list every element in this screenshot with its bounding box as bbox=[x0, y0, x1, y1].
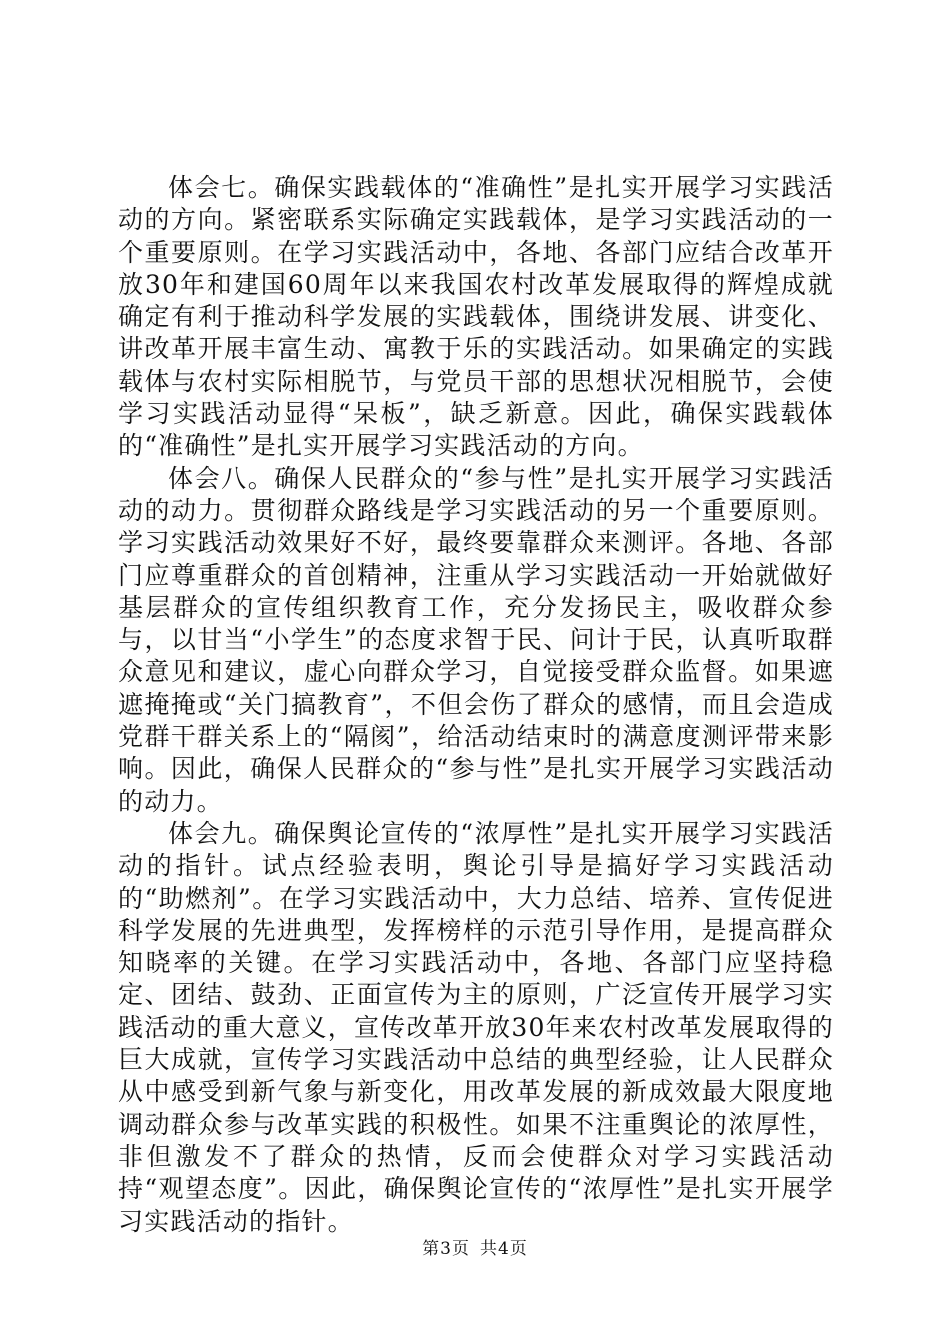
paragraph-experience-7: 体会七。确保实践载体的“准确性”是扎实开展学习实践活动的方向。紧密联系实际确定实践载体，是学习实践活动的一个重要原则。在学习实践活动中，各地、各部门应结合改革开放30年和建国60周年以来我国农村改革发展取得的辉煌成就确定有利于推动科学发展的实践载体，围绕讲发展、讲变化、讲改革开展丰富生动、寓教于乐的实践活动。如果确定的实践载体与农村实际相脱节，与党员干部的思想状况相脱节，会使学习实践活动显得“呆板”，缺乏新意。因此，确保实践载体的“准确性”是扎实开展学习实践活动的方向。 bbox=[118, 173, 834, 461]
paragraph-experience-8: 体会八。确保人民群众的“参与性”是扎实开展学习实践活动的动力。贯彻群众路线是学习实践活动的另一个重要原则。学习实践活动效果好不好，最终要靠群众来测评。各地、各部门应尊重群众的首创精神，注重从学习实践活动一开始就做好基层群众的宣传组织教育工作，充分发扬民主，吸收群众参与，以甘当“小学生”的态度求智于民、问计于民，认真听取群众意见和建议，虚心向群众学习，自觉接受群众监督。如果遮遮掩掩或“关门搞教育”，不但会伤了群众的感情，而且会造成党群干群关系上的“隔阂”，给活动结束时的满意度测评带来影响。因此，确保人民群众的“参与性”是扎实开展学习实践活动的动力。 bbox=[118, 463, 834, 816]
document-body bbox=[118, 172, 834, 1238]
total-pages: 共4页 bbox=[480, 1239, 528, 1259]
paragraph-experience-9: 体会九。确保舆论宣传的“浓厚性”是扎实开展学习实践活动的指针。试点经验表明，舆论引导是搞好学习实践活动的“助燃剂”。在学习实践活动中，大力总结、培养、宣传促进科学发展的先进典型，发挥榜样的示范引导作用，是提高群众知晓率的关键。在学习实践活动中，各地、各部门应坚持稳定、团结、鼓劲、正面宣传为主的原则，广泛宣传开展学习实践活动的重大意义，宣传改革开放30年来农村改革发展取得的巨大成就，宣传学习实践活动中总结的典型经验，让人民群众从中感受到新气象与新变化，用改革发展的新成效最大限度地调动群众参与改革实践的积极性。如果不注重舆论的浓厚性，非但激发不了群众的热情，反而会使群众对学习实践活动持“观望态度”。因此，确保舆论宣传的“浓厚性”是扎实开展学习实践活动的指针。 bbox=[118, 818, 834, 1236]
page-footer bbox=[0, 1234, 950, 1259]
page-number: 第3页 bbox=[422, 1239, 470, 1259]
